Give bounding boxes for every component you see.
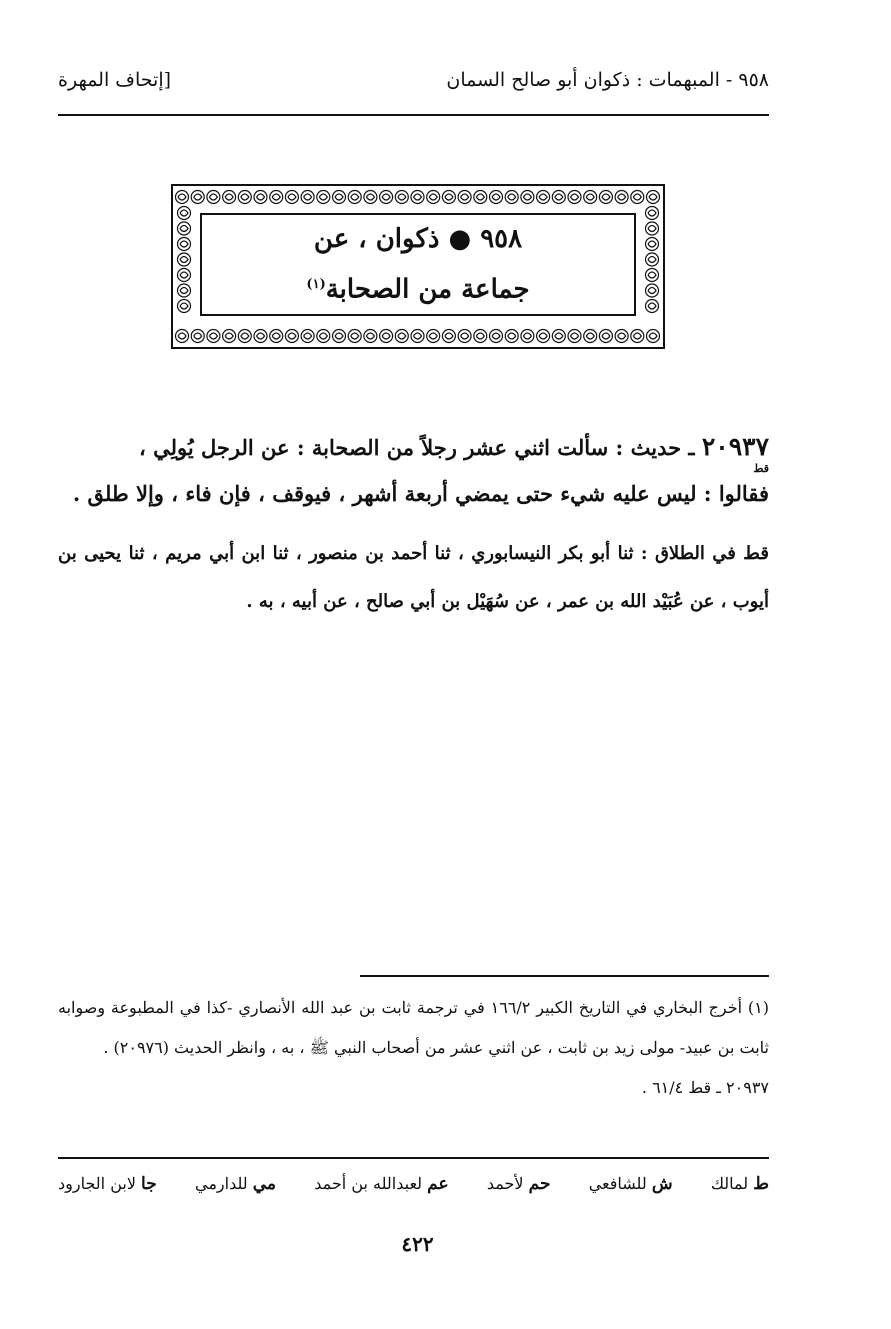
footnotes [58, 988, 769, 1108]
symbol-item: ط لمالك [710, 1174, 769, 1194]
symbols-legend [58, 1166, 769, 1202]
running-head-book-title: [إتحاف المهرة [58, 69, 172, 91]
running-head-chapter: ٩٥٨ - المبهمات : ذكوان أبو صالح السمان [446, 69, 769, 91]
footnote-2: ٢٠٩٣٧ ـ قط ٦١/٤ . [641, 1078, 769, 1097]
hadith-text-line-2: فقالوا : ليس عليه شيء حتى يمضي أربعة أشهر ، فيوقف ، فإن فاء ، وإلا طلق . [72, 481, 769, 506]
chapter-title-text: جماعة من الصحابة [325, 274, 530, 305]
running-head [58, 60, 769, 100]
hadith-source-symbol: قط [753, 462, 769, 475]
hadith-entry [58, 424, 769, 517]
symbol-item: جا لابن الجارود [58, 1174, 157, 1194]
footnote-marker: (١) [306, 277, 326, 293]
chapter-title-frame [170, 183, 666, 350]
isnad-text: قط في الطلاق : ثنا أبو بكر النيسابوري ، ثنا أحمد بن منصور ، ثنا ابن أبي مريم ، ثنا يحيى بن أيوب ، عن عُبَيْد الله بن عمر ، عن سُهَيْل بن أبي صالح ، عن أبيه ، به . [58, 543, 769, 612]
page-number: ٤٢٢ [401, 1232, 434, 1256]
chapter-title-line-2 [306, 262, 529, 313]
symbol-item: عم لعبدالله بن أحمد [314, 1174, 449, 1194]
chapter-title-line-1: ٩٥٨ ● ذكوان ، عن [313, 224, 523, 255]
footnote-rule [360, 975, 769, 977]
hadith-number: ٢٠٩٣٧ [701, 432, 769, 461]
symbol-item: حم لأحمد [486, 1174, 551, 1194]
symbol-item: ش للشافعي [588, 1174, 673, 1194]
symbol-item: مي للدارمي [194, 1174, 277, 1194]
hadith-text-line-1: ـ حديث : سألت اثني عشر رجلاً من الصحابة : عن الرجل يُولِي ، [139, 435, 695, 460]
isnad-paragraph [58, 530, 769, 626]
chapter-title [200, 213, 636, 316]
symbols-rule [58, 1157, 769, 1159]
header-rule [58, 114, 769, 116]
footnote-1: (١) أخرج البخاري في التاريخ الكبير ١٦٦/٢ في ترجمة ثابت بن عبد الله الأنصاري -كذا في المطبوعة وصوابه ثابت بن عبيد- مولى زيد بن ثابت ، عن اثني عشر من أصحاب النبي ﷺ ، به ، وانظر الحديث (٢٠٩٧٦) . [58, 998, 769, 1057]
